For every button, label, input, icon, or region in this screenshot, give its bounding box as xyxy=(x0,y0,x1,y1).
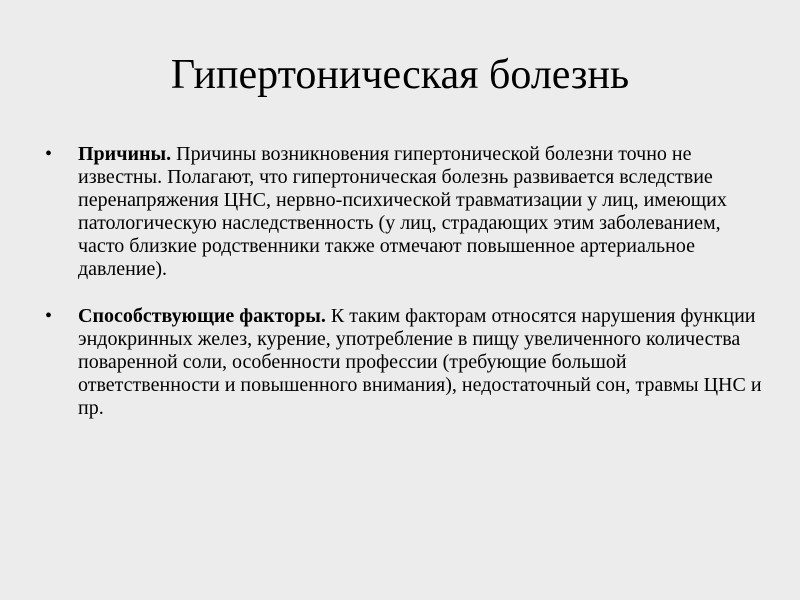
bullet-list xyxy=(45,143,763,444)
bullet-lead: Способствующие факторы. xyxy=(78,305,326,327)
bullet-item-factors xyxy=(45,305,763,420)
slide-title: Гипертоническая болезнь xyxy=(170,52,630,98)
bullet-lead: Причины. xyxy=(78,143,172,165)
bullet-text: К таким факторам относятся нарушения функции эндокринных желез, курение, употребление в пищу увеличенного количества поваренной соли, особенности профессии (требующие большой ответственности и повышенного внимания), недостаточный сон, травмы ЦНС и пр. xyxy=(78,305,762,419)
bullet-icon: • xyxy=(45,143,53,165)
bullet-item-causes xyxy=(45,143,763,281)
bullet-text: Причины возникновения гипертонической болезни точно не известны. Полагают, что гипертоническая болезнь развивается вследствие перенапряжения ЦНС, нервно-психической травматизации у лиц, имеющих патологическую наследственность (у лиц, страдающих этим заболеванием, часто близкие родственники также отмечают повышенное артериальное давление). xyxy=(78,143,727,280)
bullet-icon: • xyxy=(45,305,53,327)
